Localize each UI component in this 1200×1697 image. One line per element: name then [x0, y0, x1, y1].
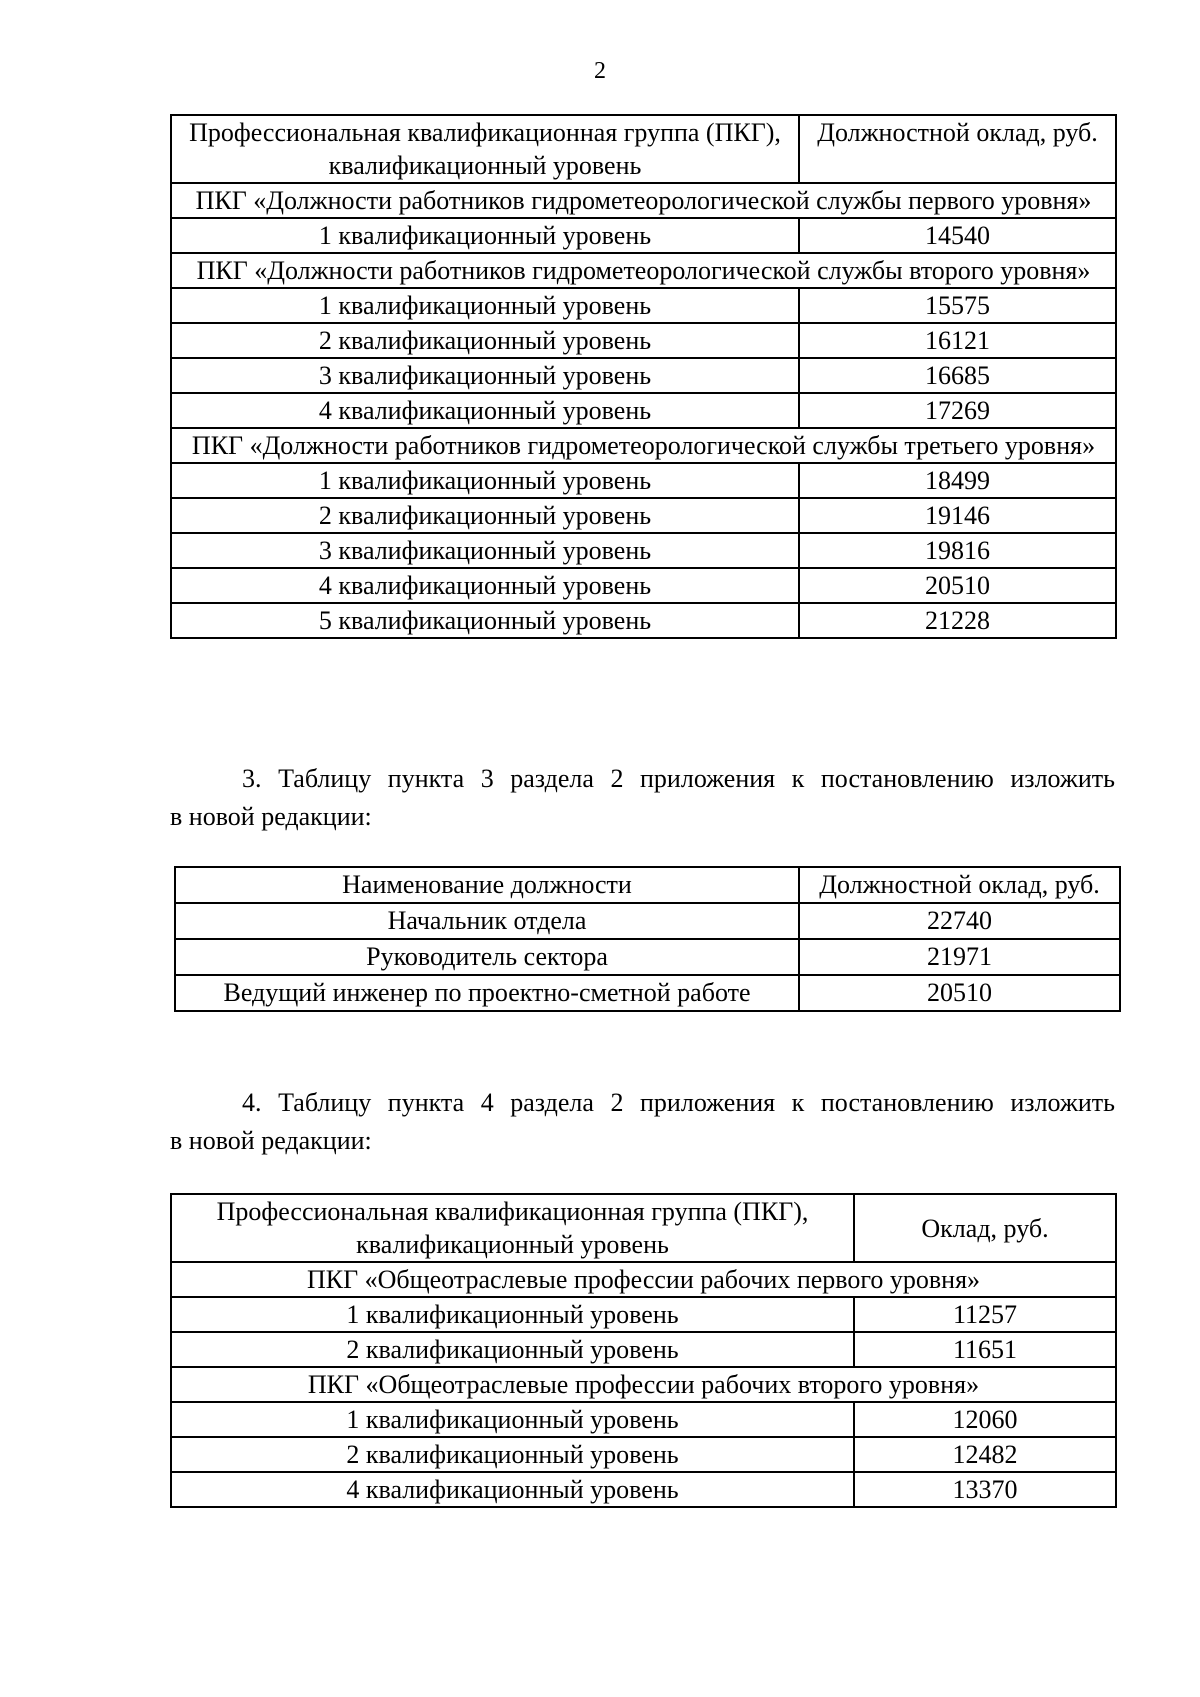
group-title: ПКГ «Общеотраслевые профессии рабочих первого уровня» — [171, 1262, 1116, 1297]
salary-table-positions — [174, 866, 1121, 1012]
table-row — [171, 358, 1116, 393]
value-cell: 21971 — [799, 939, 1120, 975]
value-cell: 11651 — [854, 1332, 1116, 1367]
header-position: Наименование должности — [175, 867, 799, 903]
table-header-row — [171, 1194, 1116, 1262]
group-title: ПКГ «Должности работников гидрометеорологической службы третьего уровня» — [171, 428, 1116, 463]
paragraph-3-line-2: в новой редакции: — [170, 802, 372, 831]
value-cell: 16685 — [799, 358, 1116, 393]
table-row — [171, 568, 1116, 603]
paragraph-3-line-1: 3. Таблицу пункта 3 раздела 2 приложения к постановлению изложить — [242, 764, 1115, 793]
position-cell: Руководитель сектора — [175, 939, 799, 975]
table-row — [171, 323, 1116, 358]
paragraph-4 — [170, 1084, 1115, 1160]
value-cell: 14540 — [799, 218, 1116, 253]
value-cell: 20510 — [799, 975, 1120, 1011]
paragraph-4-line-1: 4. Таблицу пункта 4 раздела 2 приложения к постановлению изложить — [242, 1088, 1115, 1117]
value-cell: 12060 — [854, 1402, 1116, 1437]
value-cell: 12482 — [854, 1437, 1116, 1472]
group-row — [171, 253, 1116, 288]
table-header-row — [171, 115, 1116, 183]
page-number: 2 — [594, 58, 606, 84]
table-row — [175, 975, 1120, 1011]
header-salary: Должностной оклад, руб. — [799, 115, 1116, 183]
value-cell: 22740 — [799, 903, 1120, 939]
table-row — [171, 218, 1116, 253]
table-row — [171, 533, 1116, 568]
level-cell: 1 квалификационный уровень — [171, 1402, 854, 1437]
group-row — [171, 183, 1116, 218]
salary-table-hydromet — [170, 114, 1117, 639]
table-row — [171, 1437, 1116, 1472]
header-salary: Оклад, руб. — [854, 1194, 1116, 1262]
group-row — [171, 428, 1116, 463]
position-cell: Ведущий инженер по проектно-сметной работе — [175, 975, 799, 1011]
value-cell: 20510 — [799, 568, 1116, 603]
table-row — [171, 393, 1116, 428]
value-cell: 16121 — [799, 323, 1116, 358]
value-cell: 18499 — [799, 463, 1116, 498]
header-salary: Должностной оклад, руб. — [799, 867, 1120, 903]
level-cell: 2 квалификационный уровень — [171, 498, 799, 533]
value-cell: 17269 — [799, 393, 1116, 428]
value-cell: 19146 — [799, 498, 1116, 533]
level-cell: 3 квалификационный уровень — [171, 533, 799, 568]
value-cell: 15575 — [799, 288, 1116, 323]
level-cell: 1 квалификационный уровень — [171, 463, 799, 498]
level-cell: 2 квалификационный уровень — [171, 1437, 854, 1472]
level-cell: 1 квалификационный уровень — [171, 288, 799, 323]
level-cell: 4 квалификационный уровень — [171, 568, 799, 603]
level-cell: 1 квалификационный уровень — [171, 1297, 854, 1332]
table-row — [175, 939, 1120, 975]
level-cell: 3 квалификационный уровень — [171, 358, 799, 393]
group-row — [171, 1367, 1116, 1402]
table-row — [171, 498, 1116, 533]
group-title: ПКГ «Должности работников гидрометеорологической службы второго уровня» — [171, 253, 1116, 288]
table-row — [171, 1332, 1116, 1367]
paragraph-4-line-2: в новой редакции: — [170, 1126, 372, 1155]
salary-table-workers — [170, 1193, 1117, 1508]
header-group-level: Профессиональная квалификационная группа (ПКГ), квалификационный уровень — [171, 1194, 854, 1262]
table-row — [171, 1472, 1116, 1507]
paragraph-3 — [170, 760, 1115, 836]
level-cell: 5 квалификационный уровень — [171, 603, 799, 638]
header-group-level: Профессиональная квалификационная группа (ПКГ), квалификационный уровень — [171, 115, 799, 183]
value-cell: 19816 — [799, 533, 1116, 568]
level-cell: 2 квалификационный уровень — [171, 323, 799, 358]
position-cell: Начальник отдела — [175, 903, 799, 939]
group-row — [171, 1262, 1116, 1297]
table-row — [175, 903, 1120, 939]
level-cell: 1 квалификационный уровень — [171, 218, 799, 253]
group-title: ПКГ «Должности работников гидрометеорологической службы первого уровня» — [171, 183, 1116, 218]
table-row — [171, 1297, 1116, 1332]
table-row — [171, 603, 1116, 638]
level-cell: 4 квалификационный уровень — [171, 393, 799, 428]
value-cell: 13370 — [854, 1472, 1116, 1507]
table-row — [171, 288, 1116, 323]
level-cell: 2 квалификационный уровень — [171, 1332, 854, 1367]
table-row — [171, 1402, 1116, 1437]
value-cell: 11257 — [854, 1297, 1116, 1332]
group-title: ПКГ «Общеотраслевые профессии рабочих второго уровня» — [171, 1367, 1116, 1402]
value-cell: 21228 — [799, 603, 1116, 638]
level-cell: 4 квалификационный уровень — [171, 1472, 854, 1507]
table-header-row — [175, 867, 1120, 903]
table-row — [171, 463, 1116, 498]
